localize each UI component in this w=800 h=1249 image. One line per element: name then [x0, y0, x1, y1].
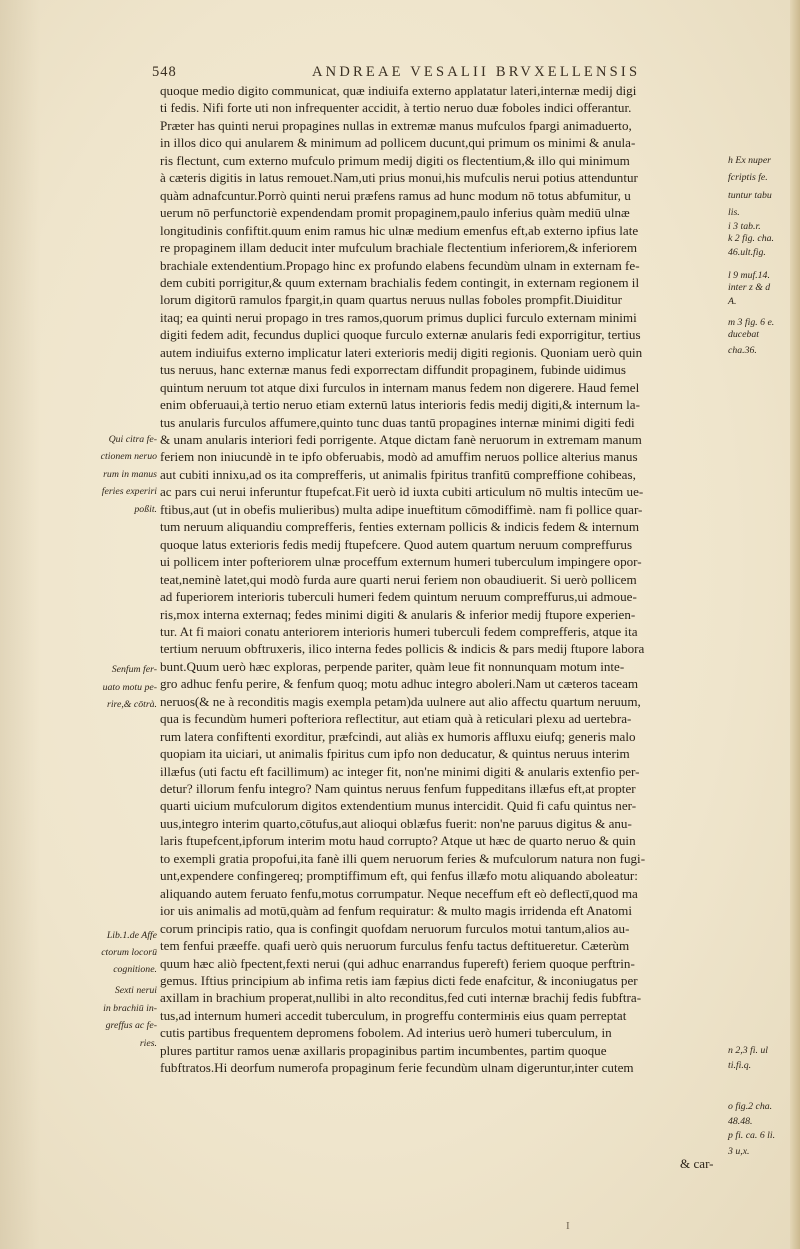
running-title: ANDREAE VESALII BRVXELLENSIS — [312, 64, 641, 80]
text-line: tertium neruum obftruxeris, ilico interna fedes pollicis & indicis & pars medij ftupore labora — [160, 641, 645, 657]
text-line: tur. At fi maiori conatu anteriorem interioris humeri tuberculi fedem comprefferis, atque ita — [160, 623, 638, 639]
text-line: ac pars cui nerui inferuntur ftupefcat.Fit uerò id iuxta cubiti articulum nō multis intecūm ue- — [160, 484, 644, 500]
text-line: fubftratos.Hi deorfum numerofa propaginum ferie fecundùm ulnam digeruntur,inter cutem — [160, 1060, 634, 1076]
right-margin-note: m 3 fig. 6 e. — [728, 317, 775, 329]
page-edge — [790, 0, 800, 1249]
text-line: Præter has quinti nerui propagines nullas in extremæ manus mufculos fpargi animaduerto, — [160, 117, 632, 133]
text-line: corum principis ratio, qua is confingit quofdam neruorum furculos motui tantum,alios au- — [160, 920, 630, 936]
text-line: teat,neminè latet,qui modò furda aure quarti nerui feriem non obaudiuerit. Si uerò pollicem — [160, 571, 637, 587]
text-line: aut cubiti innixu,ad os ita comprefferis, ut animalis fpiritus tranfitū compreffione cohibeas, — [160, 466, 636, 482]
text-line: ris flectunt, cum externo mufculo primum medij digiti os flectentium,& illo qui minimum — [160, 152, 630, 168]
text-line: quintum neruum tot atque dixi furculos in internam manus fedem non digerere. Haud femel — [160, 379, 640, 395]
left-margin-note: ctionem neruo — [100, 451, 157, 463]
text-line: axillam in brachium properat,nullibi in alto reconditus,fed cuti internæ brachij fedis fubftra- — [160, 990, 642, 1006]
left-margin-note: ries. — [139, 1037, 157, 1049]
right-margin-note: inter z & d — [728, 282, 771, 294]
right-margin-note: ducebat — [728, 329, 760, 341]
text-line: tus neruus, hanc externæ manus fedi exporrectam diffundit propaginem, fubinde uidimus — [160, 362, 626, 378]
text-line: ior uis animalis ad motū,quàm ad fenfum requiratur: & multo magis irridenda eft Anatomi — [160, 903, 632, 919]
text-line: aliquando autem feruato fenfu,motus corrumpatur. Neque neceffum eft eò deflectī,quod ma — [160, 885, 638, 901]
text-line: lorum digitorū ramulos fpargit,in quam quartus neruus nullas foboles prompfit.Diuiditur — [160, 292, 622, 308]
text-line: unt,expendere confingereq; promptiffimum eft, qui fenfus illæfo motu aliquando aboleatur: — [160, 868, 638, 884]
right-margin-note: lis. — [728, 207, 740, 219]
gutter-shadow — [0, 0, 40, 1249]
text-line: quoque latus exterioris fedis medij ftupefcere. Quod autem quartum neruum compreffurus — [160, 536, 633, 552]
text-line: itaq; ea quinti nerui propago in tres ramos,quorum primus duplici furculo externam minimi — [160, 309, 637, 325]
right-margin-note: h Ex nuper — [728, 154, 771, 166]
right-margin-note: 46.ult.fig. — [728, 247, 766, 259]
signature-mark: I — [566, 1220, 570, 1232]
text-line: quoque medio digito communicat, quæ indiuifa externo applatatur lateri,internæ medij digi — [160, 83, 637, 98]
text-line: gro adhuc fenfu perire, & fenfum quoq; motu adhuc integro aboleri.Nam ut cæteros taceam — [160, 676, 639, 692]
text-line: plures partitur ramos uenæ axillaris propaginibus partim incumbentes, partim quoque — [160, 1042, 607, 1058]
text-line: qua is fecundùm humeri pofteriora reflectitur, aut etiam quà à reticulari plexu ad uertebra- — [160, 711, 632, 727]
right-margin-note: k 2 fig. cha. — [728, 233, 774, 245]
right-margin-note: l 9 muf.14. — [728, 269, 770, 281]
text-line: cutis partibus frequentem depromens fobolem. Ad interius uerò humeri tuberculum, in — [160, 1025, 612, 1041]
text-line: rum latera confiftenti exorditur, præfcindi, aut aliàs ex humoris affluxu eiufq; generis malo — [160, 728, 636, 744]
left-margin-note: uato motu pe- — [102, 681, 157, 693]
right-margin-note: ti.fi.q. — [728, 1060, 752, 1072]
text-line: à cæteris digitis in latus remouet.Nam,uti prius monui,his mufculis nerui potius attenduntur — [160, 170, 638, 186]
catchword: & car- — [680, 1156, 714, 1171]
text-line: & unam anularis interiori fedi porrigente. Atque dictam fanè neruorum in extremam manum — [160, 432, 642, 447]
text-line: gemus. Iftius principium ab infima retis iam fæpius dicti fede enafcitur, & inconiugatus per — [160, 972, 638, 988]
text-line: detur? illorum fenfu integro? Nam quintus neruus fenfum fuppeditans illæfus eft,at propter — [160, 781, 636, 796]
text-line: tus anularis furculos affumere,quinto tunc duas tantū propagines internæ minimi digiti fedi — [160, 414, 635, 430]
text-line: enim obferuaui,à tertio neruo etiam externū latus interioris fedis medij digiti,& internum la- — [160, 397, 640, 413]
left-margin-note: Lib.1.de Affe — [106, 929, 157, 941]
text-line: uerum nō perfunctoriè expendendam promit propaginem,paulo inferius quàm mediū ulnæ — [160, 205, 630, 221]
text-line: in illos dico qui anularem & minimum ad pollicem ducunt,qui primum os minimi & anula- — [160, 135, 636, 151]
right-margin-note: n 2,3 fi. ul — [728, 1044, 769, 1056]
text-line: ftibus,aut (ut in obefis mulieribus) multa adipe inueftitum cōmodiffimè. nam fi pollice quar- — [160, 501, 643, 517]
left-margin-note: greffus ac fe- — [105, 1020, 157, 1032]
right-margin-note: 48.48. — [728, 1116, 753, 1128]
left-margin-note: in brachiū in- — [103, 1002, 157, 1014]
text-line: dem cubiti porrigitur,& quum externam brachialis fedem contingit, in externam regionem il — [160, 274, 640, 290]
text-line: longitudinis confiftit.quum enim ramus hic ulnæ medium emenfus eft,ab externo ipfius late — [160, 222, 639, 238]
right-margin-note: p fi. ca. 6 li. — [728, 1130, 776, 1142]
text-line: brachiale extendentium.Propago hinc ex profundo elabens fecundùm ulnam in externam fe- — [160, 257, 640, 273]
text-line: uus,integro interim quarto,cōtufus,aut alioqui oblæfus fuerit: non'ne paruus digitus & anu- — [160, 815, 632, 831]
text-line: quum hæc aliò fpectent,fexti nerui (qui adhuc enarrandus fupereft) feriem quoque perftrin- — [160, 955, 635, 971]
text-line: tem fenfui præeffe. quafi uerò quis neruorum furculus fenfu tactus deftitueretur. Cæterùm — [160, 938, 630, 954]
right-margin-note: tuntur tabu — [728, 189, 772, 201]
left-margin-note: poßit. — [134, 503, 157, 515]
right-margin-note: i 3 tab.r. — [728, 221, 761, 233]
right-margin-note: o fig.2 cha. — [728, 1100, 773, 1112]
text-line: quarti uicium mufculorum digitos extendentium munus intercidit. Quid fi cafu quintus ner- — [160, 798, 637, 814]
text-line: laris ftupefcent,ipforum interim motu haud corrupto? Atque ut hæc de quarto neruo & quin — [160, 833, 636, 849]
left-margin-note: rire,& cōtrà. — [107, 699, 157, 711]
right-margin-note: fcriptis fe. — [728, 172, 768, 184]
left-margin-note: rum in manus — [103, 468, 157, 480]
left-margin-note: Qui citra fe- — [108, 434, 157, 445]
text-line: tus,ad internum humeri accedit tuberculum, in progreffu contermінis eius quam perreptat — [160, 1007, 627, 1023]
left-margin-note: Senfum fer- — [111, 664, 157, 676]
text-line: ti fedis. Nifi forte uti non infrequenter accidit, à tertio neruo duæ foboles indici offerantur. — [160, 100, 632, 116]
right-margin-note: cha.36. — [728, 345, 757, 356]
right-margin-note: 3 u,x. — [728, 1145, 750, 1157]
right-margin-note: A. — [728, 296, 737, 308]
text-line: bunt.Quum uerò hæc exploras, perpende pariter, quàm leue fit nonnunquam motum inte- — [160, 658, 625, 674]
text-line: ad fuperiorem interioris tuberculi humeri fedem quintum neruum compreffurus,ui admoue- — [160, 589, 637, 605]
text-line: to exempli gratia propofui,ita fanè illi quem neruorum feries & mufculorum natura non fugi- — [160, 850, 646, 866]
left-margin-note: cognitione. — [113, 964, 157, 976]
text-line: feriem non iniucundè in te ipfo obferuabis, modò ad amuffim neruos pollice alterius manus — [160, 449, 638, 465]
text-line: digiti fedem adit, fecundus duplici quoque furculo externæ anularis fedi exporrigitur, tertius — [160, 327, 641, 343]
text-line: neruos(& ne à reconditis magis exempla petam)da uulnere aut alio affectu quartum neruum, — [160, 693, 641, 709]
text-line: tum neruum aliquandiu comprefferis, fenties externam pollicis & indicis fedem & internum — [160, 519, 640, 535]
text-line: ris,mox interna externaq; fedes minimi digiti & anularis & inferior medij ftupore experien- — [160, 606, 636, 622]
left-margin-note: ctorum locorū — [101, 947, 157, 959]
left-margin-note: Sexti nerui — [114, 985, 157, 997]
page-number: 548 — [152, 64, 177, 80]
text-line: ui pollicem inter pofteriorem ulnæ proceffum externum humeri tuberculum impingere opor- — [160, 554, 642, 570]
text-line: re propaginem illam deducit inter mufculum brachiale flectentium inferiorem,& inferiorem — [160, 240, 638, 256]
text-line: quàm adnafcuntur.Porrò quinti nerui præfens ramus ad hunc modum nō totus abfumitur, u — [160, 187, 631, 203]
text-line: quopiam ita uiciari, ut animalis fpiritus cum ipfo non deducatur, & quintus neruus interim — [160, 746, 630, 762]
text-line: illæfus (uti factu eft facillimum) ac integer fit, non'ne minimi digiti & anularis extenfio per- — [160, 763, 640, 779]
left-margin-note: feries experiri — [101, 486, 157, 498]
text-line: autem indiuifus externo implicatur lateri exterioris medij digiti regionis. Quoniam uerò quin — [160, 344, 643, 360]
